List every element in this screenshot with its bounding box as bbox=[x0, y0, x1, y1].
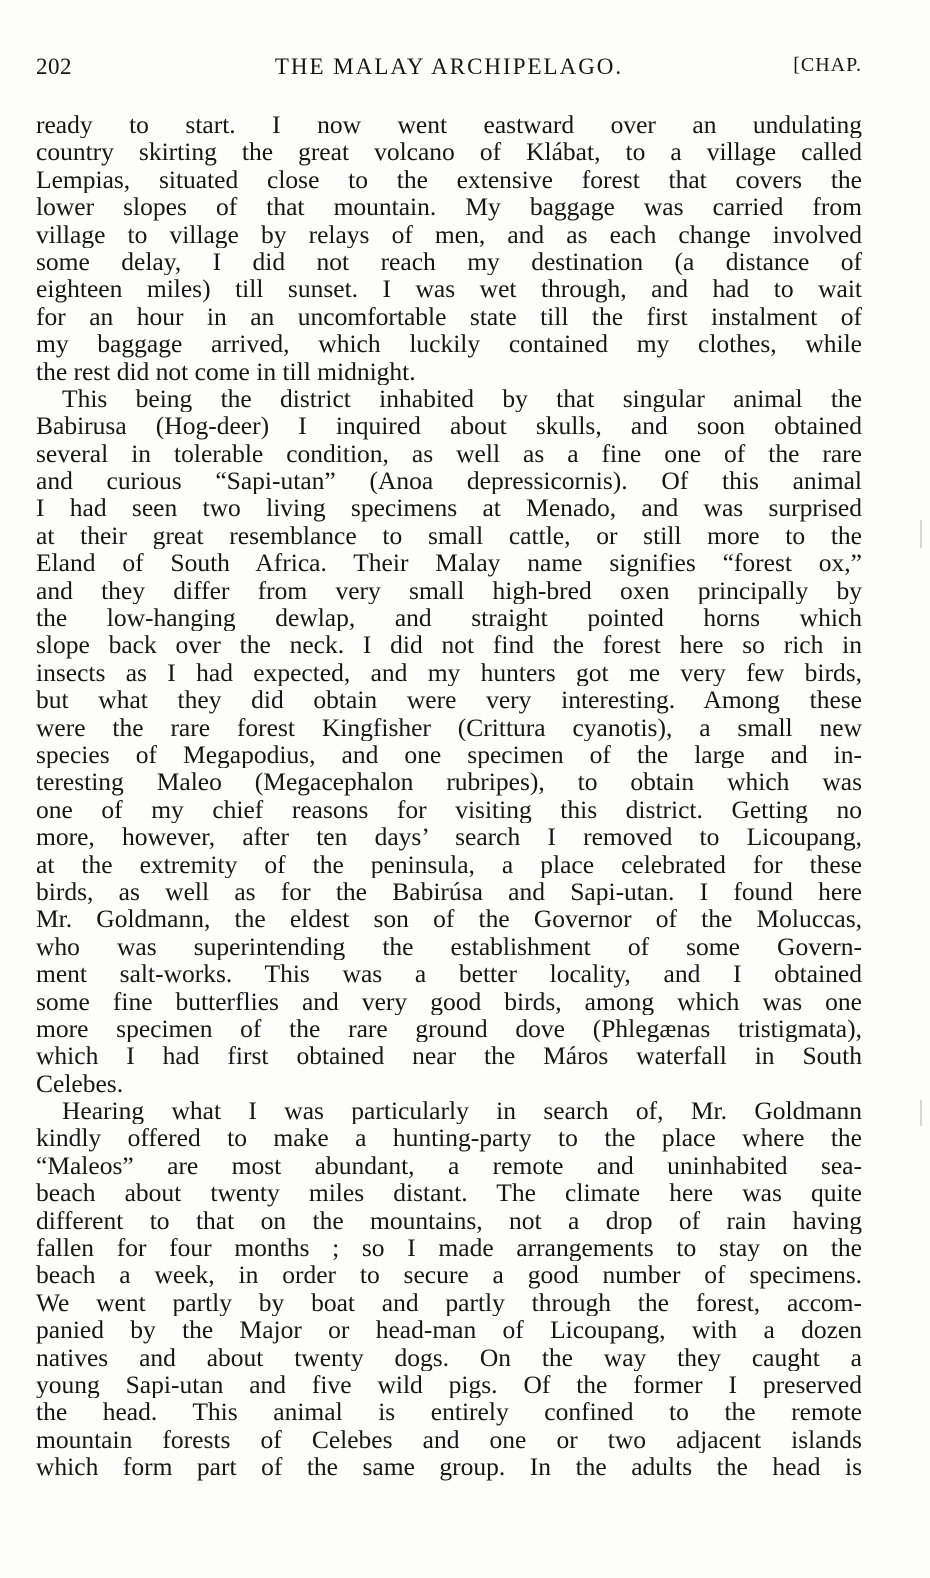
text-line: young Sapi-utan and five wild pigs. Of the former I preserved bbox=[36, 1370, 862, 1399]
text-line: more, however, after ten days’ search I removed to Licoupang, bbox=[36, 823, 862, 851]
page-header bbox=[36, 54, 862, 84]
text-line: but what they did obtain were very interesting. Among these bbox=[36, 686, 862, 714]
text-line: one of my chief reasons for visiting this district. Getting no bbox=[36, 795, 862, 824]
text-line: ment salt-works. This was a better locality, and I obtained bbox=[36, 960, 862, 988]
text-line: birds, as well as for the Babirúsa and Sapi-utan. I found here bbox=[36, 877, 862, 906]
body-text bbox=[36, 111, 862, 1481]
scan-margin-mark bbox=[920, 1100, 922, 1126]
text-line: Lempias, situated close to the extensive forest that covers the bbox=[36, 165, 862, 194]
text-line: country skirting the great volcano of Klábat, to a village called bbox=[36, 138, 862, 166]
text-line: lower slopes of that mountain. My baggage was carried from bbox=[36, 193, 862, 221]
text-line: “Maleos” are most abundant, a remote and uninhabited sea- bbox=[36, 1151, 862, 1180]
text-line: We went partly by boat and partly through the forest, accom- bbox=[36, 1288, 862, 1317]
text-line: eighteen miles) till sunset. I was wet through, and had to wait bbox=[36, 275, 862, 303]
text-line: different to that on the mountains, not a drop of rain having bbox=[36, 1206, 862, 1235]
text-line: which form part of the same group. In the adults the head is bbox=[36, 1453, 862, 1481]
chapter-marker: [CHAP. bbox=[793, 54, 862, 76]
text-line: Hearing what I was particularly in search of, Mr. Goldmann bbox=[62, 1097, 862, 1125]
text-line: and they differ from very small high-bred oxen principally by bbox=[36, 576, 862, 605]
text-line: mountain forests of Celebes and one or two adjacent islands bbox=[36, 1425, 862, 1454]
text-line: some delay, I did not reach my destination (a distance of bbox=[36, 247, 862, 276]
text-line: were the rare forest Kingfisher (Crittura cyanotis), a small new bbox=[36, 713, 862, 741]
text-line: Celebes. bbox=[36, 1069, 124, 1098]
text-line: teresting Maleo (Megacephalon rubripes), to obtain which was bbox=[36, 768, 862, 796]
text-line: Eland of South Africa. Their Malay name signifies “forest ox,” bbox=[36, 549, 862, 577]
text-line: ready to start. I now went eastward over an undulating bbox=[36, 111, 862, 139]
text-line: for an hour in an uncomfortable state till the first instalment of bbox=[36, 302, 862, 331]
text-line: the low-hanging dewlap, and straight pointed horns which bbox=[36, 604, 862, 632]
text-line: This being the district inhabited by that singular animal the bbox=[62, 384, 862, 413]
text-line: some fine butterflies and very good birds, among which was one bbox=[36, 987, 862, 1015]
text-line: beach about twenty miles distant. The climate here was quite bbox=[36, 1179, 862, 1207]
text-line: kindly offered to make a hunting-party to the place where the bbox=[36, 1124, 862, 1152]
text-line: which I had first obtained near the Máros waterfall in South bbox=[36, 1042, 862, 1070]
text-line: several in tolerable condition, as well as a fine one of the rare bbox=[36, 439, 862, 468]
text-line: fallen for four months ; so I made arrangements to stay on the bbox=[36, 1234, 862, 1262]
text-line: at their great resemblance to small cattle, or still more to the bbox=[36, 521, 862, 550]
text-line: Babirusa (Hog-deer) I inquired about skulls, and soon obtained bbox=[36, 412, 862, 440]
text-line: beach a week, in order to secure a good number of specimens. bbox=[36, 1261, 862, 1289]
scan-margin-mark bbox=[920, 520, 922, 548]
text-line: the rest did not come in till midnight. bbox=[36, 357, 416, 385]
text-line: and curious “Sapi-utan” (Anoa depressicornis). Of this animal bbox=[36, 467, 862, 495]
text-line: natives and about twenty dogs. On the way they caught a bbox=[36, 1343, 862, 1371]
text-line: species of Megapodius, and one specimen of the large and in- bbox=[36, 740, 862, 769]
text-line: slope back over the neck. I did not find the forest here so rich in bbox=[36, 631, 862, 659]
text-line: panied by the Major or head-man of Licoupang, with a dozen bbox=[36, 1316, 862, 1344]
text-line: insects as I had expected, and my hunters got me very few birds, bbox=[36, 658, 862, 687]
text-line: at the extremity of the peninsula, a place celebrated for these bbox=[36, 850, 862, 878]
text-line: Mr. Goldmann, the eldest son of the Governor of the Moluccas, bbox=[36, 905, 862, 933]
text-line: my baggage arrived, which luckily contained my clothes, while bbox=[36, 330, 862, 358]
page-number: 202 bbox=[36, 54, 72, 79]
text-line: the head. This animal is entirely confined to the remote bbox=[36, 1398, 862, 1426]
text-line: I had seen two living specimens at Menado, and was surprised bbox=[36, 494, 862, 522]
running-title: THE MALAY ARCHIPELAGO. bbox=[274, 54, 624, 79]
text-line: village to village by relays of men, and as each change involved bbox=[36, 220, 862, 248]
text-line: more specimen of the rare ground dove (Phlegænas tristigmata), bbox=[36, 1014, 862, 1043]
text-line: who was superintending the establishment of some Govern- bbox=[36, 932, 862, 961]
